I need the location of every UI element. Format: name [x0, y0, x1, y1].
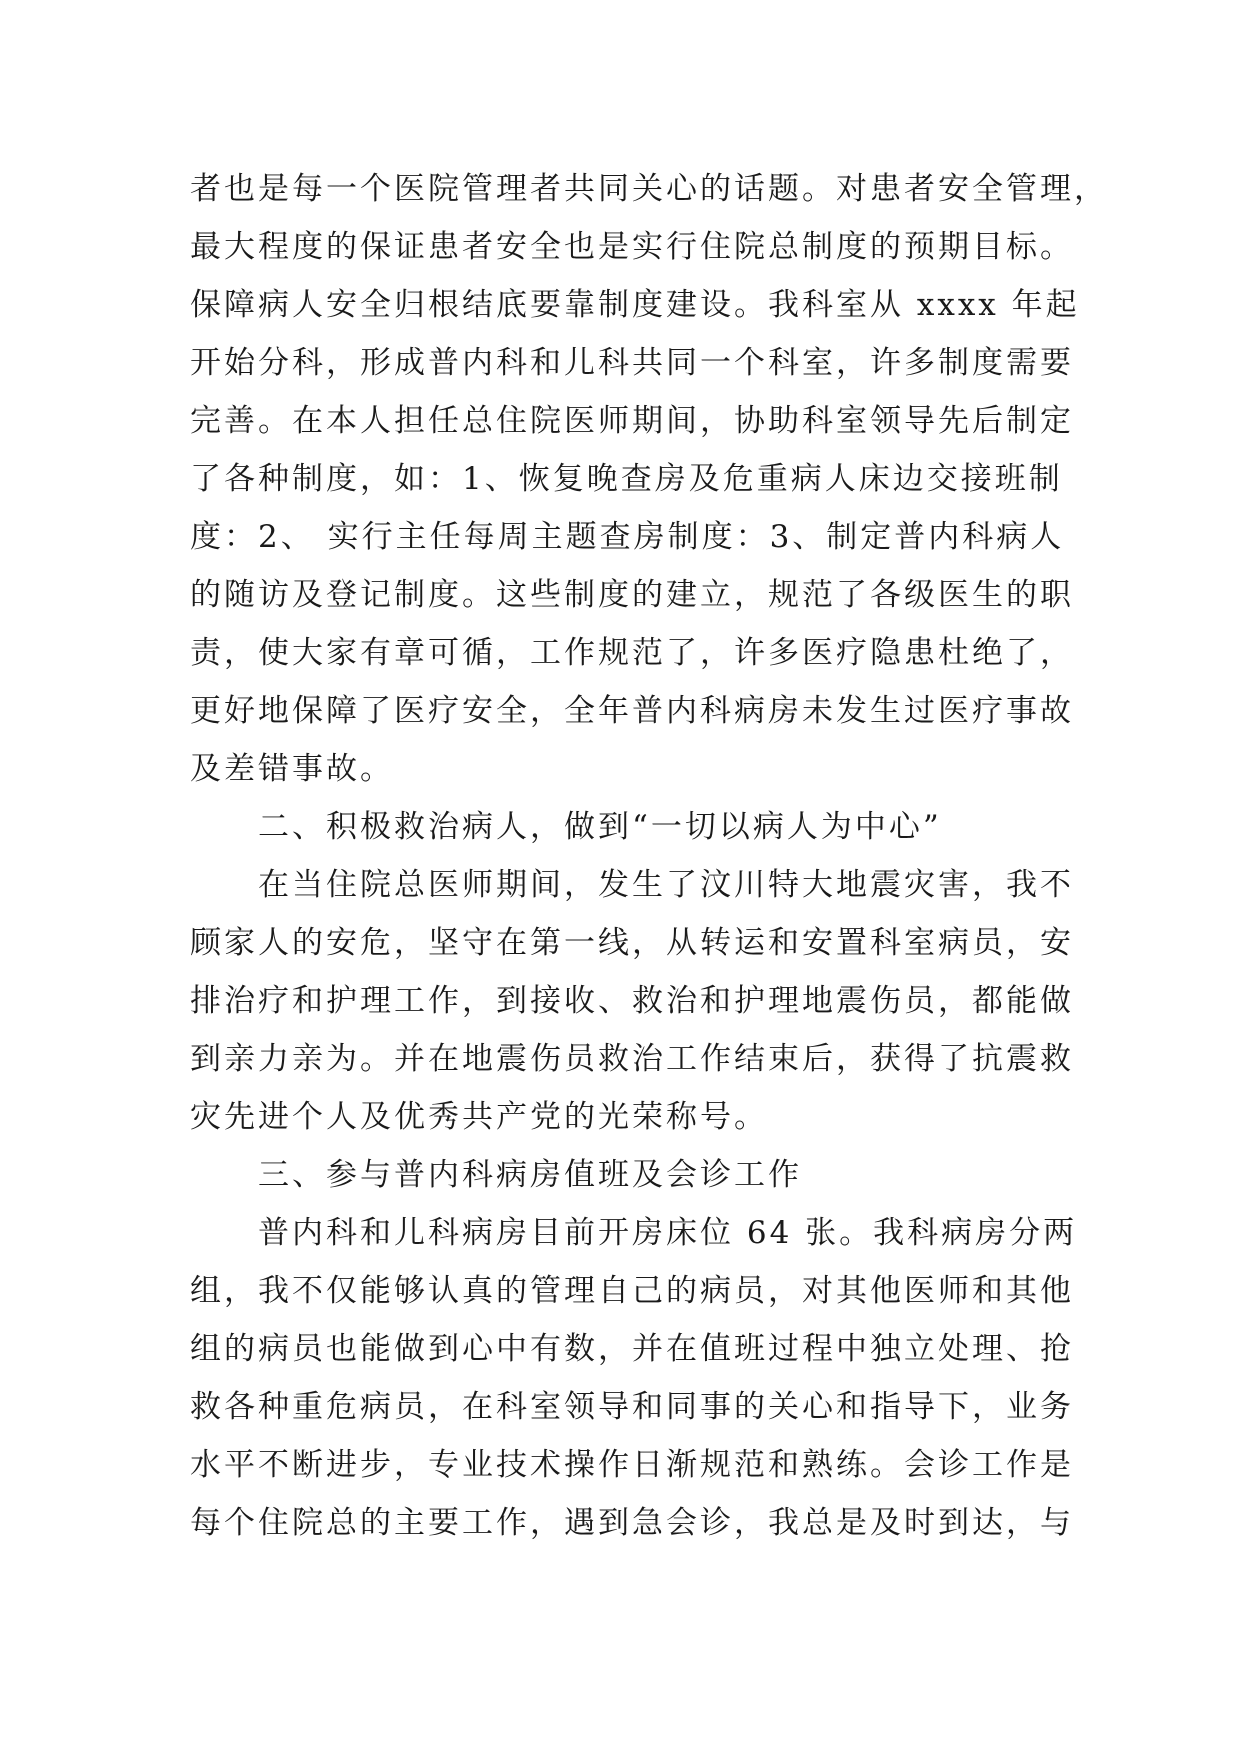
text-line: 责，使大家有章可循，工作规范了，许多医疗隐患杜绝了， — [190, 635, 1074, 671]
text-line: 救各种重危病员，在科室领导和同事的关心和指导下，业务 — [190, 1389, 1074, 1425]
text-line: 到亲力亲为。并在地震伤员救治工作结束后，获得了抗震救 — [190, 1041, 1074, 1077]
text-line: 者也是每一个医院管理者共同关心的话题。对患者安全管理， — [190, 171, 1108, 207]
text-line: 更好地保障了医疗安全，全年普内科病房未发生过医疗事故 — [190, 693, 1074, 729]
paragraph-first-line: 在当住院总医师期间，发生了汶川特大地震灾害，我不 — [258, 867, 1074, 903]
text-line: 每个住院总的主要工作，遇到急会诊，我总是及时到达，与 — [190, 1505, 1074, 1541]
section-heading: 三、参与普内科病房值班及会诊工作 — [258, 1157, 802, 1193]
text-line: 及差错事故。 — [190, 751, 394, 787]
text-line: 排治疗和护理工作，到接收、救治和护理地震伤员，都能做 — [190, 983, 1074, 1019]
text-line: 的随访及登记制度。这些制度的建立，规范了各级医生的职 — [190, 577, 1074, 613]
text-line: 水平不断进步，专业技术操作日渐规范和熟练。会诊工作是 — [190, 1447, 1074, 1483]
text-line: 开始分科，形成普内科和儿科共同一个科室，许多制度需要 — [190, 345, 1074, 381]
section-heading: 二、积极救治病人，做到“一切以病人为中心” — [258, 809, 942, 845]
text-line: 完善。在本人担任总住院医师期间，协助科室领导先后制定 — [190, 403, 1074, 439]
text-line: 灾先进个人及优秀共产党的光荣称号。 — [190, 1099, 768, 1135]
document-body — [190, 160, 1108, 1552]
text-line: 度：2、 实行主任每周主题查房制度：3、制定普内科病人 — [190, 519, 1065, 555]
paragraph-first-line: 普内科和儿科病房目前开房床位 64 张。我科病房分两 — [258, 1215, 1078, 1251]
text-line: 组，我不仅能够认真的管理自己的病员，对其他医师和其他 — [190, 1273, 1074, 1309]
text-line: 最大程度的保证患者安全也是实行住院总制度的预期目标。 — [190, 229, 1074, 265]
text-line: 了各种制度，如：1、恢复晚查房及危重病人床边交接班制 — [190, 461, 1063, 497]
text-line: 组的病员也能做到心中有数，并在值班过程中独立处理、抢 — [190, 1331, 1074, 1367]
text-line: 顾家人的安危，坚守在第一线，从转运和安置科室病员，安 — [190, 925, 1074, 961]
text-line: 保障病人安全归根结底要靠制度建设。我科室从 xxxx 年起 — [190, 287, 1080, 323]
